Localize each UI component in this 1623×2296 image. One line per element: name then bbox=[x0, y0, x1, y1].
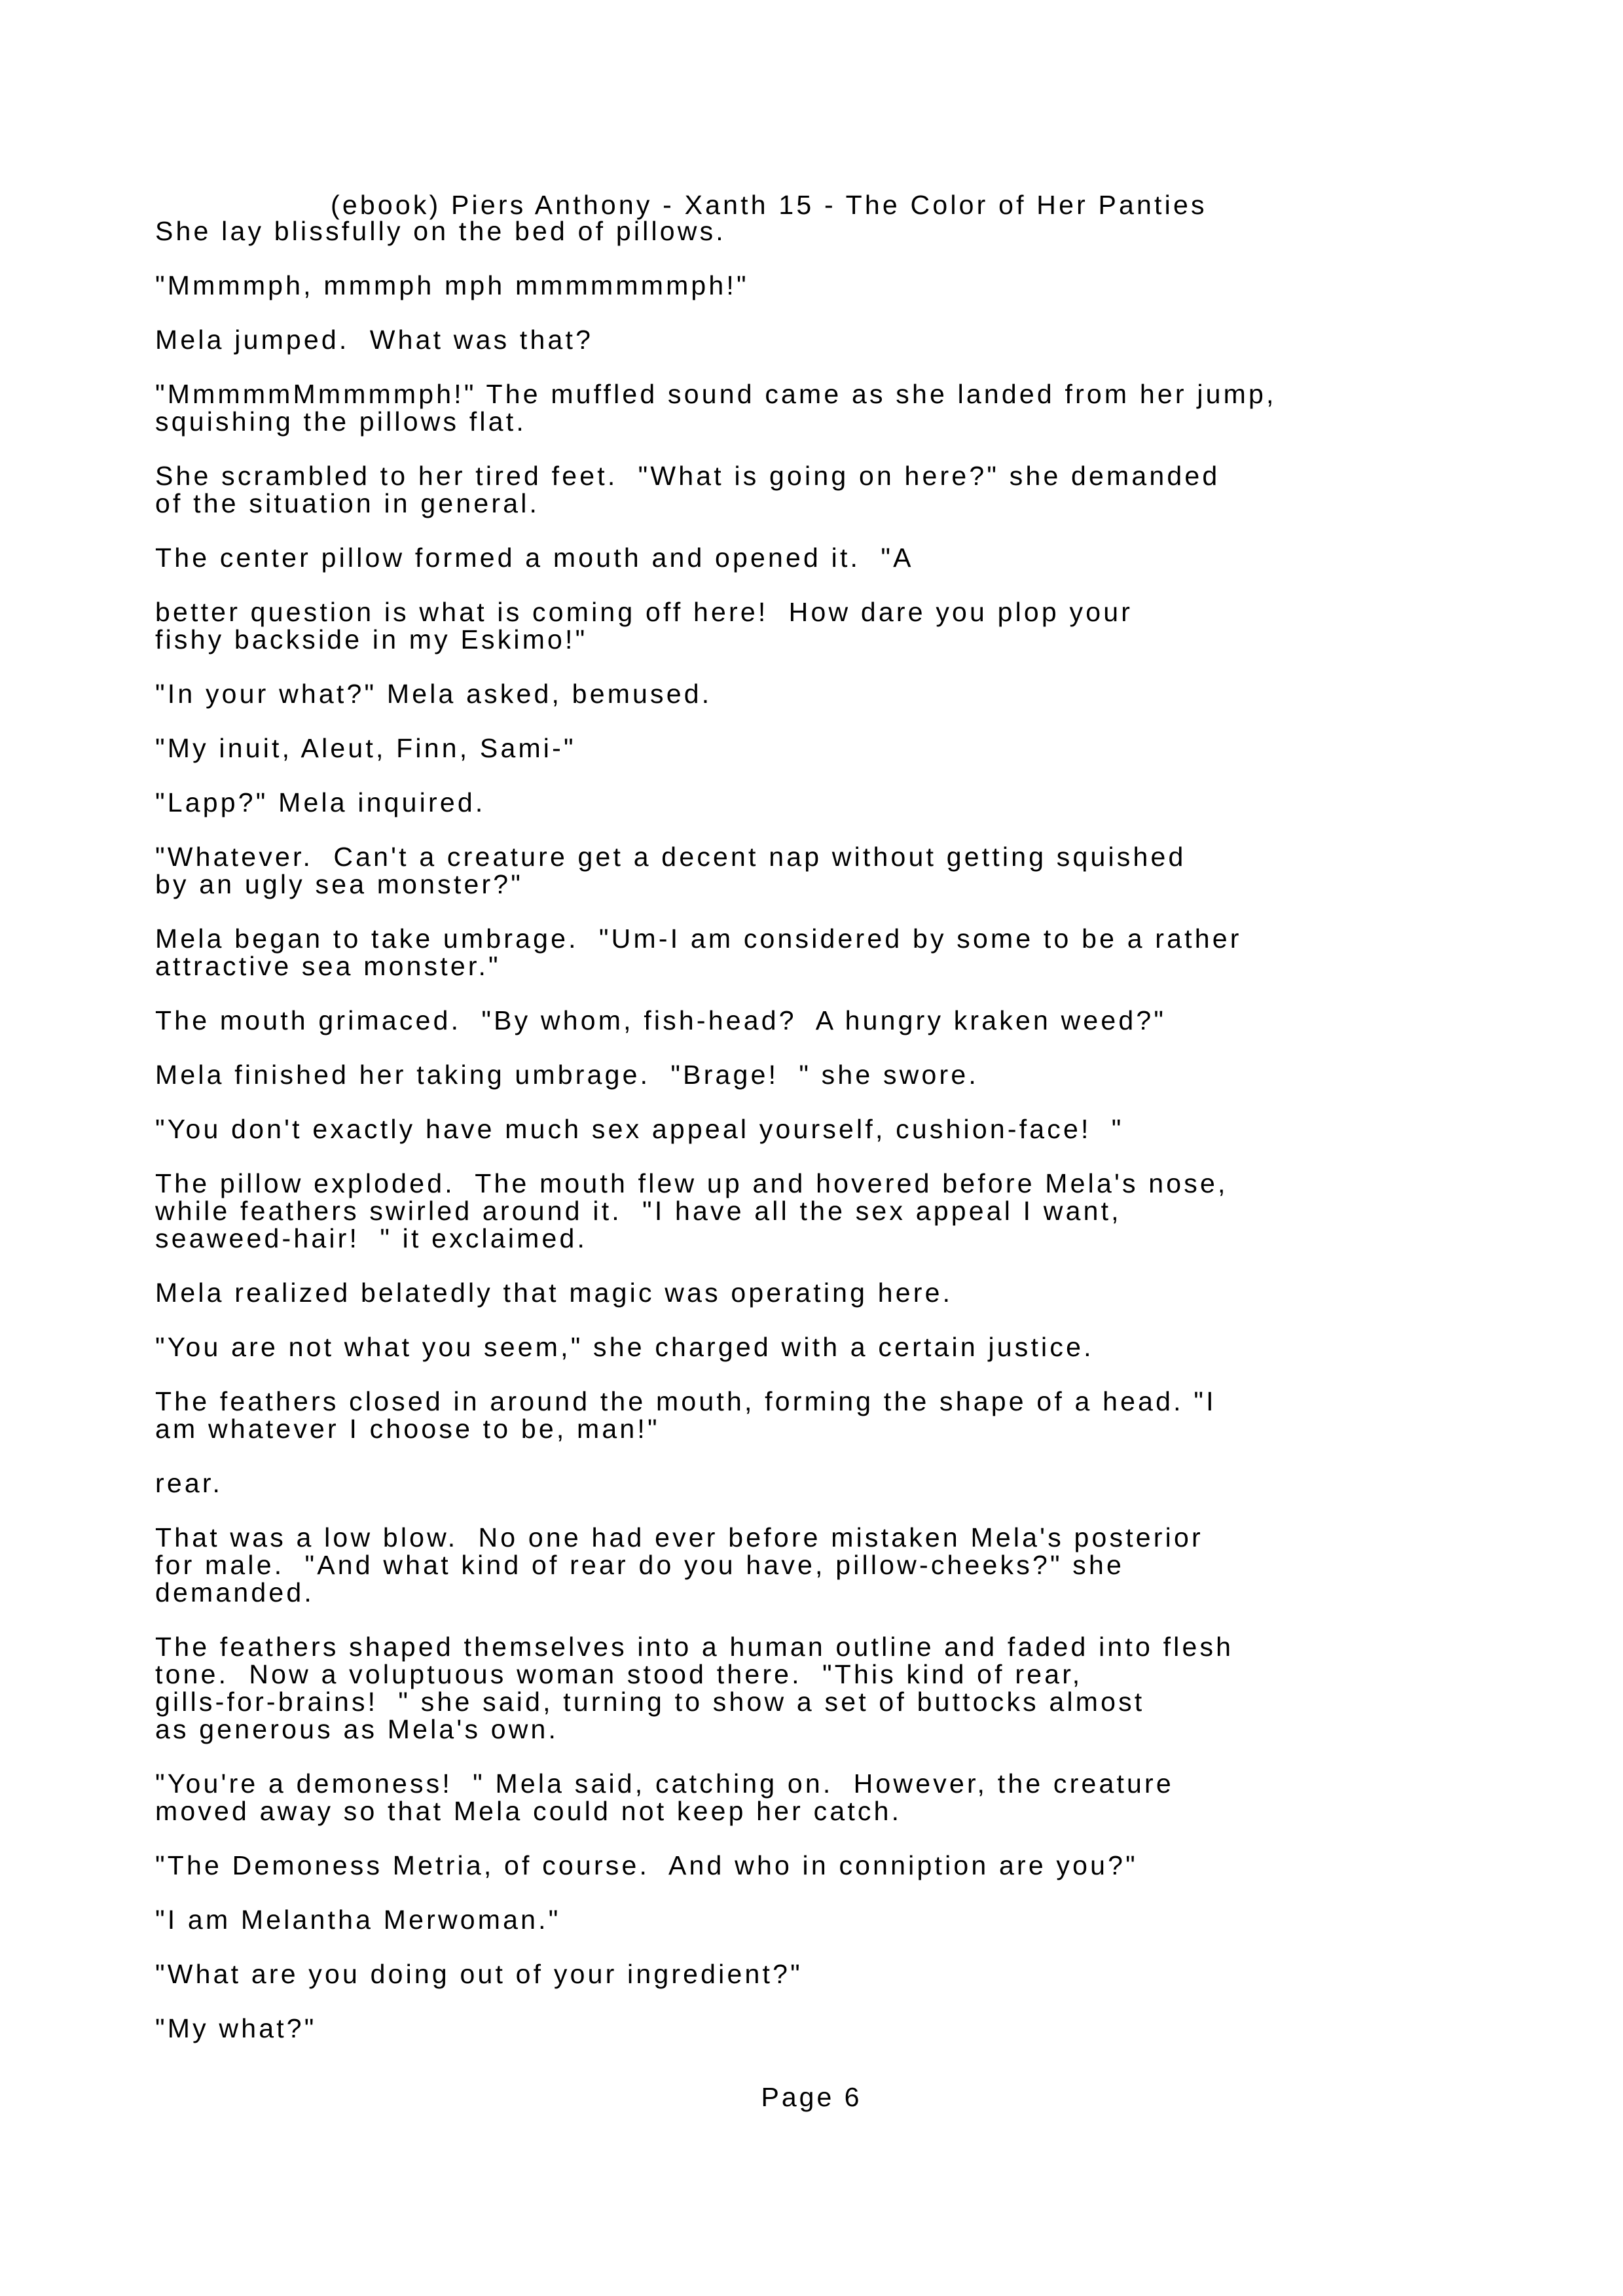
paragraph bbox=[155, 1906, 1550, 1933]
paragraph bbox=[155, 925, 1550, 980]
text-line: "My what?" bbox=[155, 2013, 317, 2043]
text-line: She scrambled to her tired feet. "What is going on here?" she demanded bbox=[155, 461, 1220, 491]
paragraph bbox=[155, 217, 1550, 245]
text-line: The mouth grimaced. "By whom, fish-head? A hungry kraken weed?" bbox=[155, 1005, 1167, 1035]
paragraph bbox=[155, 1333, 1550, 1361]
paragraph bbox=[155, 789, 1550, 816]
text-line: rear. bbox=[155, 1468, 223, 1498]
text-line: The pillow exploded. The mouth flew up and hovered before Mela's nose, bbox=[155, 1168, 1228, 1198]
text-line: am whatever I choose to be, man!" bbox=[155, 1414, 660, 1444]
text-line: tone. Now a voluptuous woman stood there. "This kind of rear, bbox=[155, 1659, 1083, 1689]
body-text bbox=[155, 217, 1550, 2069]
text-line: while feathers swirled around it. "I have all the sex appeal I want, bbox=[155, 1196, 1122, 1226]
text-line: "Whatever. Can't a creature get a decent nap without getting squished bbox=[155, 842, 1186, 872]
paragraph bbox=[155, 2015, 1550, 2042]
text-line: That was a low blow. No one had ever before mistaken Mela's posterior bbox=[155, 1522, 1203, 1552]
paragraph bbox=[155, 1633, 1550, 1743]
text-line: The center pillow formed a mouth and opened it. "A bbox=[155, 543, 914, 573]
running-header: (ebook) Piers Anthony - Xanth 15 - The Color of Her Panties bbox=[331, 190, 1207, 220]
text-line: better question is what is coming off here! How dare you plop your bbox=[155, 597, 1133, 627]
text-line: The feathers closed in around the mouth, forming the shape of a head. "I bbox=[155, 1386, 1216, 1416]
paragraph bbox=[155, 1115, 1550, 1143]
text-line: "My inuit, Aleut, Finn, Sami-" bbox=[155, 733, 576, 763]
text-line: as generous as Mela's own. bbox=[155, 1714, 559, 1744]
paragraph bbox=[155, 680, 1550, 708]
text-line: Mela jumped. What was that? bbox=[155, 325, 594, 355]
paragraph bbox=[155, 598, 1550, 653]
text-line: "I am Melantha Merwoman." bbox=[155, 1905, 561, 1935]
text-line: "You're a demoness! " Mela said, catching on. However, the creature bbox=[155, 1768, 1174, 1799]
paragraph bbox=[155, 1770, 1550, 1825]
text-line: Mela began to take umbrage. "Um-I am considered by some to be a rather bbox=[155, 924, 1242, 954]
text-line: attractive sea monster." bbox=[155, 951, 501, 981]
paragraph bbox=[155, 544, 1550, 571]
paragraph bbox=[155, 1388, 1550, 1443]
paragraph bbox=[155, 1007, 1550, 1034]
paragraph bbox=[155, 1170, 1550, 1252]
text-line: by an ugly sea monster?" bbox=[155, 869, 524, 899]
paragraph bbox=[155, 1469, 1550, 1497]
text-line: for male. "And what kind of rear do you have, pillow-cheeks?" she bbox=[155, 1550, 1124, 1580]
text-line: "The Demoness Metria, of course. And who in conniption are you?" bbox=[155, 1850, 1138, 1880]
text-line: "You are not what you seem," she charged with a certain justice. bbox=[155, 1332, 1094, 1362]
text-line: demanded. bbox=[155, 1577, 314, 1607]
text-line: "You don't exactly have much sex appeal yourself, cushion-face! " bbox=[155, 1114, 1124, 1144]
paragraph bbox=[155, 734, 1550, 762]
text-line: moved away so that Mela could not keep her catch. bbox=[155, 1796, 902, 1826]
text-line: Mela finished her taking umbrage. "Brage! " she swore. bbox=[155, 1060, 979, 1090]
text-line: The feathers shaped themselves into a human outline and faded into flesh bbox=[155, 1632, 1234, 1662]
text-line: She lay blissfully on the bed of pillows. bbox=[155, 216, 726, 246]
paragraph bbox=[155, 380, 1550, 435]
paragraph bbox=[155, 462, 1550, 517]
text-line: seaweed-hair! " it exclaimed. bbox=[155, 1223, 588, 1253]
paragraph bbox=[155, 1852, 1550, 1879]
text-line: "MmmmmMmmmmph!" The muffled sound came as she landed from her jump, bbox=[155, 379, 1277, 409]
paragraph bbox=[155, 1524, 1550, 1606]
text-line: "In your what?" Mela asked, bemused. bbox=[155, 679, 712, 709]
paragraph bbox=[155, 326, 1550, 353]
text-line: "What are you doing out of your ingredient?" bbox=[155, 1959, 803, 1989]
text-line: "Mmmmph, mmmph mph mmmmmmmph!" bbox=[155, 270, 749, 300]
text-line: of the situation in general. bbox=[155, 488, 540, 518]
text-line: fishy backside in my Eskimo!" bbox=[155, 624, 588, 655]
text-line: "Lapp?" Mela inquired. bbox=[155, 787, 486, 817]
text-line: gills-for-brains! " she said, turning to show a set of buttocks almost bbox=[155, 1687, 1145, 1717]
paragraph bbox=[155, 843, 1550, 898]
paragraph bbox=[155, 272, 1550, 299]
page-number: Page 6 bbox=[761, 2082, 862, 2112]
text-line: squishing the pillows flat. bbox=[155, 406, 526, 437]
paragraph bbox=[155, 1279, 1550, 1306]
paragraph bbox=[155, 1960, 1550, 1988]
paragraph bbox=[155, 1061, 1550, 1088]
text-line: Mela realized belatedly that magic was operating here. bbox=[155, 1278, 953, 1308]
